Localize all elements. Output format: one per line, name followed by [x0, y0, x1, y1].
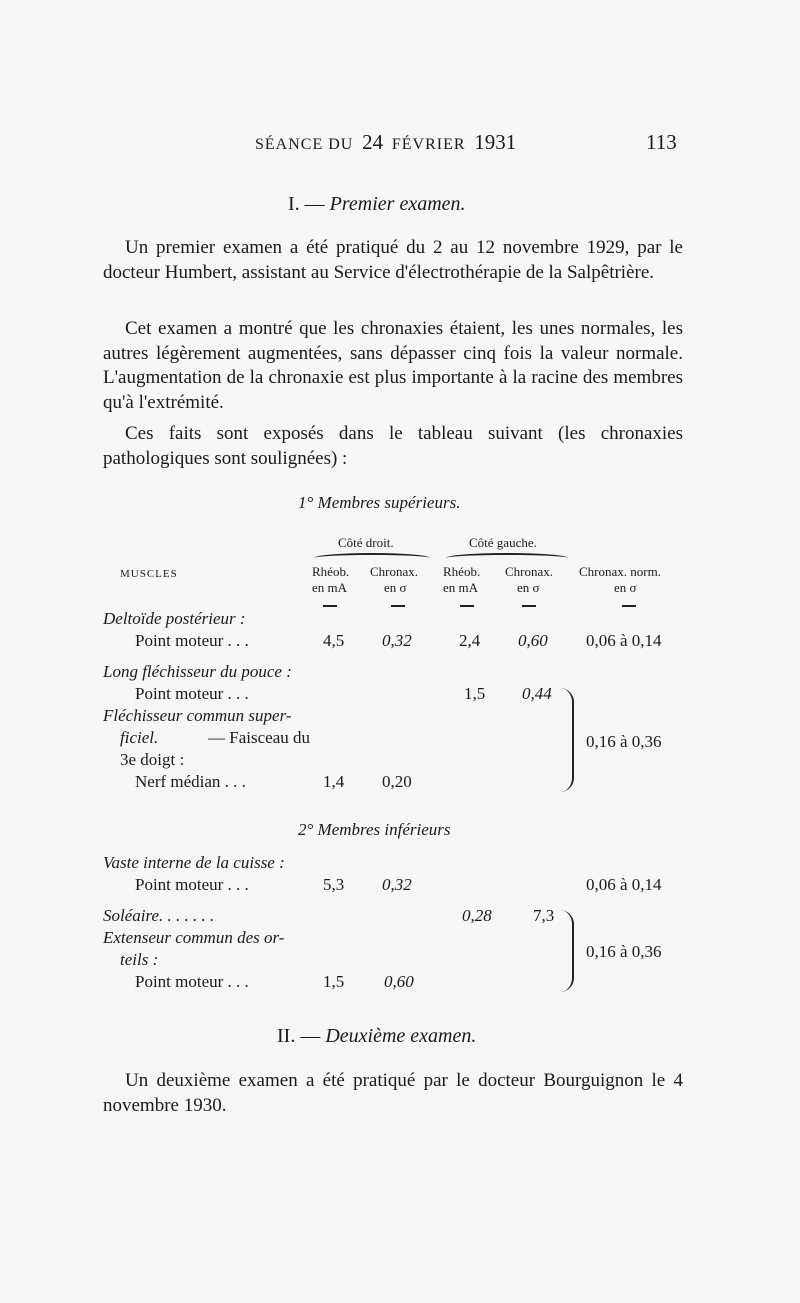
header-left-side: Côté gauche. [469, 535, 537, 550]
table-subtitle-lower-limbs: 2° Membres inférieurs [298, 820, 451, 839]
row-flechisseur-commun-sub: Nerf médian . . . [135, 772, 246, 791]
col-norm-2: en σ [614, 580, 637, 595]
running-header [255, 130, 516, 155]
brace-right-side [314, 553, 430, 563]
header-session: SÉANCE DU [255, 136, 354, 153]
cell-r1-chron-right: 0,32 [382, 631, 412, 650]
row-vaste-interne-sub: Point moteur . . . [135, 875, 249, 894]
col-chron-right-2: en σ [384, 580, 407, 595]
section-2-number: II. — [277, 1025, 321, 1047]
table-subtitle-upper-limbs: 1° Membres supérieurs. [298, 493, 461, 512]
row-flechisseur-commun-label-2b: — Faisceau du [208, 728, 310, 747]
page-number: 113 [646, 130, 677, 154]
cell-r4-norm: 0,06 à 0,14 [586, 875, 662, 894]
cell-r1-norm: 0,06 à 0,14 [586, 631, 662, 650]
col-dash [323, 605, 337, 607]
header-right-side: Côté droit. [338, 535, 394, 550]
row-flechisseur-commun-label-3: 3e doigt : [120, 750, 185, 769]
row-extenseur-sub: Point moteur . . . [135, 972, 249, 991]
brace-rows-2-3 [560, 688, 574, 792]
col-chron-left-2: en σ [517, 580, 540, 595]
cell-r23-norm: 0,16 à 0,36 [586, 732, 662, 751]
col-chron-left-1: Chronax. [505, 564, 554, 579]
col-muscles: MUSCLES [120, 568, 178, 580]
row-flechisseur-commun-label-1: Fléchisseur commun super- [103, 706, 292, 725]
cell-r3-chron-right: 0,20 [382, 772, 412, 791]
col-dash [460, 605, 474, 607]
section-1-heading: Premier examen. [329, 193, 466, 215]
row-deltoide-label: Deltoïde postérieur : [103, 609, 246, 628]
cell-r6-rheo-right: 1,5 [323, 972, 345, 991]
paragraph-2: Cet examen a montré que les chronaxies étaient, les unes normales, les autres légèrement augmentées, sans dépasser cinq fois la valeur normale. L'augmentation de la chronaxie est plus importante à la racine des membres qu'à l'extrémité. [103, 318, 683, 413]
row-extenseur-label-2: teils : [120, 950, 159, 969]
cell-r2-rheo-left: 1,5 [464, 684, 486, 703]
cell-r1-rheo-left: 2,4 [459, 631, 481, 650]
header-month: FÉVRIER [391, 136, 466, 153]
row-deltoide-sub: Point moteur . . . [135, 631, 249, 650]
cell-r4-rheo-right: 5,3 [323, 875, 345, 894]
paragraph-3: Ces faits sont exposés dans le tableau suivant (les chronaxies pathologiques sont soulignées) : [103, 423, 683, 469]
row-flechisseur-commun-label-2a: ficiel. [120, 728, 159, 747]
col-dash [522, 605, 536, 607]
row-extenseur-label-1: Extenseur commun des or- [103, 928, 285, 947]
row-soleaire-label: Soléaire. . . . . . . [103, 906, 215, 925]
col-dash [622, 605, 636, 607]
section-2-title [277, 1025, 476, 1048]
cell-r6-chron-right: 0,60 [384, 972, 414, 991]
col-rheo-left-1: Rhéob. [443, 564, 481, 579]
cell-r1-chron-left: 0,60 [518, 631, 548, 650]
row-flechisseur-commun-label-2 [120, 728, 310, 748]
paragraph-1: Un premier examen a été pratiqué du 2 au 12 novembre 1929, par le docteur Humbert, assistant au Service d'électrothérapie de la Salpêtrière. [103, 237, 683, 283]
section-2-heading: Deuxième examen. [325, 1025, 477, 1047]
col-chron-right-1: Chronax. [370, 564, 419, 579]
row-vaste-interne-label: Vaste interne de la cuisse : [103, 853, 285, 872]
col-rheo-left-2: en mA [443, 580, 479, 595]
col-dash [391, 605, 405, 607]
row-long-flechisseur-label: Long fléchisseur du pouce : [103, 662, 292, 681]
cell-r3-rheo-right: 1,4 [323, 772, 345, 791]
brace-rows-5-6 [560, 910, 574, 992]
brace-left-side [446, 553, 568, 563]
col-rheo-right-2: en mA [312, 580, 348, 595]
cell-r5-chron-left: 7,3 [533, 906, 555, 925]
col-rheo-right-1: Rhéob. [312, 564, 350, 579]
cell-r1-rheo-right: 4,5 [323, 631, 345, 650]
row-long-flechisseur-sub: Point moteur . . . [135, 684, 249, 703]
section-1-title [288, 193, 466, 216]
section-1-number: I. — [288, 193, 325, 215]
cell-r5-rheo-left: 0,28 [462, 906, 492, 925]
header-year: 1931 [474, 130, 517, 154]
header-day: 24 [362, 130, 384, 154]
cell-r56-norm: 0,16 à 0,36 [586, 942, 662, 961]
cell-r4-chron-right: 0,32 [382, 875, 412, 894]
col-norm-1: Chronax. norm. [579, 564, 661, 579]
paragraph-4: Un deuxième examen a été pratiqué par le docteur Bourguignon le 4 novembre 1930. [103, 1070, 683, 1116]
cell-r2-chron-left: 0,44 [522, 684, 552, 703]
